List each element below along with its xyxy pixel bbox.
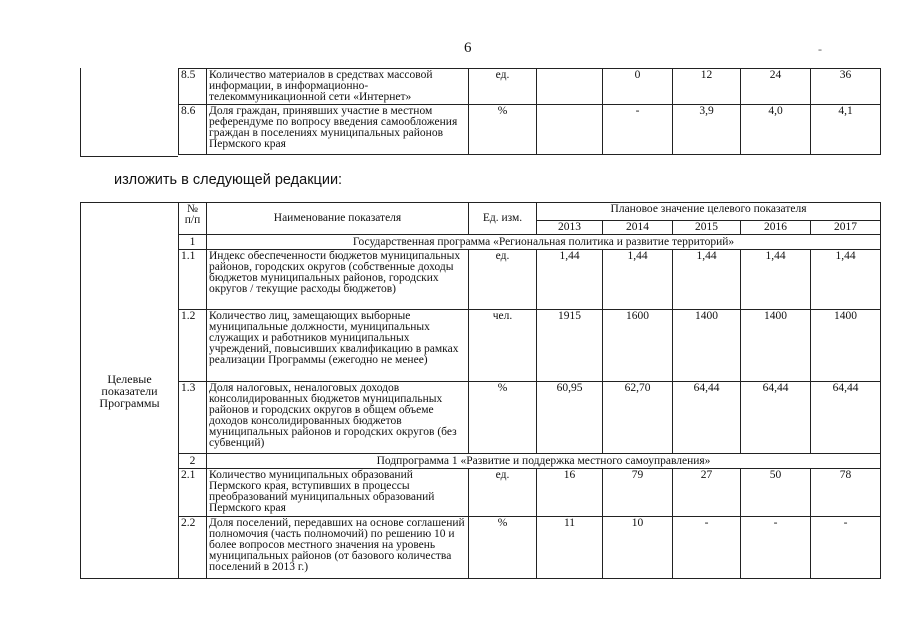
row-number: 1.3 <box>179 382 207 454</box>
value-cell: 78 <box>811 469 881 517</box>
header-plan: Плановое значение целевого показателя <box>537 203 881 221</box>
value-cell: 12 <box>673 69 741 105</box>
header-number: № п/п <box>179 203 207 235</box>
value-cell: 4,1 <box>811 105 881 155</box>
table-row <box>81 382 881 454</box>
unit: % <box>469 382 537 454</box>
value-cell: 1,44 <box>537 250 603 310</box>
value-cell: 50 <box>741 469 811 517</box>
unit: ед. <box>469 250 537 310</box>
section-row <box>81 454 881 469</box>
row-number: 8.5 <box>179 69 207 105</box>
indicator-name: Доля поселений, передавших на основе соглашений полномочия (часть полномочий) по решению 10 и более вопросов местного значения на уровень муниципальных районов (от базового количества поселений в 2013 г.) <box>207 517 469 579</box>
table-row <box>81 310 881 382</box>
value-cell: - <box>741 517 811 579</box>
value-cell: 10 <box>603 517 673 579</box>
value-cell: 79 <box>603 469 673 517</box>
value-cell: 1,44 <box>811 250 881 310</box>
value-cell: 1600 <box>603 310 673 382</box>
year-header: 2013 <box>537 221 603 235</box>
page-number: 6 <box>464 40 472 56</box>
unit: % <box>469 105 537 155</box>
row-number: 1.2 <box>179 310 207 382</box>
section-row <box>81 235 881 250</box>
unit: ед. <box>469 469 537 517</box>
unit: ед. <box>469 69 537 105</box>
value-cell: 36 <box>811 69 881 105</box>
section-number: 2 <box>179 454 207 469</box>
indicator-name: Количество лиц, замещающих выборные муниципальные должности, муниципальных служащих и работников муниципальных учреждений, повысивших квалификацию в рамках реализации Программы (ежегодно не менее) <box>207 310 469 382</box>
value-cell: 62,70 <box>603 382 673 454</box>
value-cell: 4,0 <box>741 105 811 155</box>
value-cell: 16 <box>537 469 603 517</box>
value-cell: 1400 <box>811 310 881 382</box>
section-number: 1 <box>179 235 207 250</box>
value-cell: 1915 <box>537 310 603 382</box>
year-header: 2016 <box>741 221 811 235</box>
value-cell: 24 <box>741 69 811 105</box>
year-header: 2017 <box>811 221 881 235</box>
value-cell: - <box>673 517 741 579</box>
value-cell: 1,44 <box>673 250 741 310</box>
value-cell: 27 <box>673 469 741 517</box>
row-number: 2.2 <box>179 517 207 579</box>
indicator-name: Количество материалов в средствах массовой информации, в информационно-телекоммуникационной сети «Интернет» <box>207 69 469 105</box>
value-cell <box>537 105 603 155</box>
table-row <box>81 250 881 310</box>
indicator-name: Доля граждан, принявших участие в местном референдуме по вопросу введения самообложения граждан в поселениях муниципальных районов Пермского края <box>207 105 469 155</box>
indicator-name: Индекс обеспеченности бюджетов муниципальных районов, городских округов (собственные доходы бюджетов муниципальных районов, городских округов / текущие расходы бюджетов) <box>207 250 469 310</box>
value-cell: 1,44 <box>741 250 811 310</box>
value-cell: 64,44 <box>673 382 741 454</box>
value-cell: 1400 <box>673 310 741 382</box>
table-row <box>81 469 881 517</box>
value-cell <box>537 69 603 105</box>
intro-text: изложить в следующей редакции: <box>114 172 343 188</box>
section-title: Государственная программа «Региональная политика и развитие территорий» <box>207 235 881 250</box>
unit: чел. <box>469 310 537 382</box>
value-cell: 1,44 <box>603 250 673 310</box>
row-number: 1.1 <box>179 250 207 310</box>
indicator-name: Доля налоговых, неналоговых доходов консолидированных бюджетов муниципальных районов и городских округов в общем объеме доходов консолидированных бюджетов муниципальных районов и городских округов (без субвенций) <box>207 382 469 454</box>
value-cell: 60,95 <box>537 382 603 454</box>
table-row <box>179 105 881 155</box>
target-indicators-table <box>80 202 881 579</box>
header-name: Наименование показателя <box>207 203 469 235</box>
value-cell: 64,44 <box>811 382 881 454</box>
unit: % <box>469 517 537 579</box>
value-cell: 0 <box>603 69 673 105</box>
side-label: Целевые показатели Программы <box>81 203 179 579</box>
table-row <box>179 69 881 105</box>
frame-left-line-top <box>80 68 81 156</box>
row-number: 2.1 <box>179 469 207 517</box>
frame-bottom-line-top <box>80 156 178 157</box>
year-header: 2015 <box>673 221 741 235</box>
table-row <box>81 517 881 579</box>
header-row <box>81 203 881 221</box>
value-cell: - <box>603 105 673 155</box>
value-cell: 3,9 <box>673 105 741 155</box>
section-title: Подпрограмма 1 «Развитие и поддержка местного самоуправления» <box>207 454 881 469</box>
indicator-name: Количество муниципальных образований Пермского края, вступивших в процессы преобразований муниципальных образований Пермского края <box>207 469 469 517</box>
top-indicators-table <box>178 68 881 155</box>
value-cell: 64,44 <box>741 382 811 454</box>
year-header: 2014 <box>603 221 673 235</box>
corner-mark: - <box>818 42 822 56</box>
value-cell: 1400 <box>741 310 811 382</box>
row-number: 8.6 <box>179 105 207 155</box>
value-cell: 11 <box>537 517 603 579</box>
header-unit: Ед. изм. <box>469 203 537 235</box>
value-cell: - <box>811 517 881 579</box>
